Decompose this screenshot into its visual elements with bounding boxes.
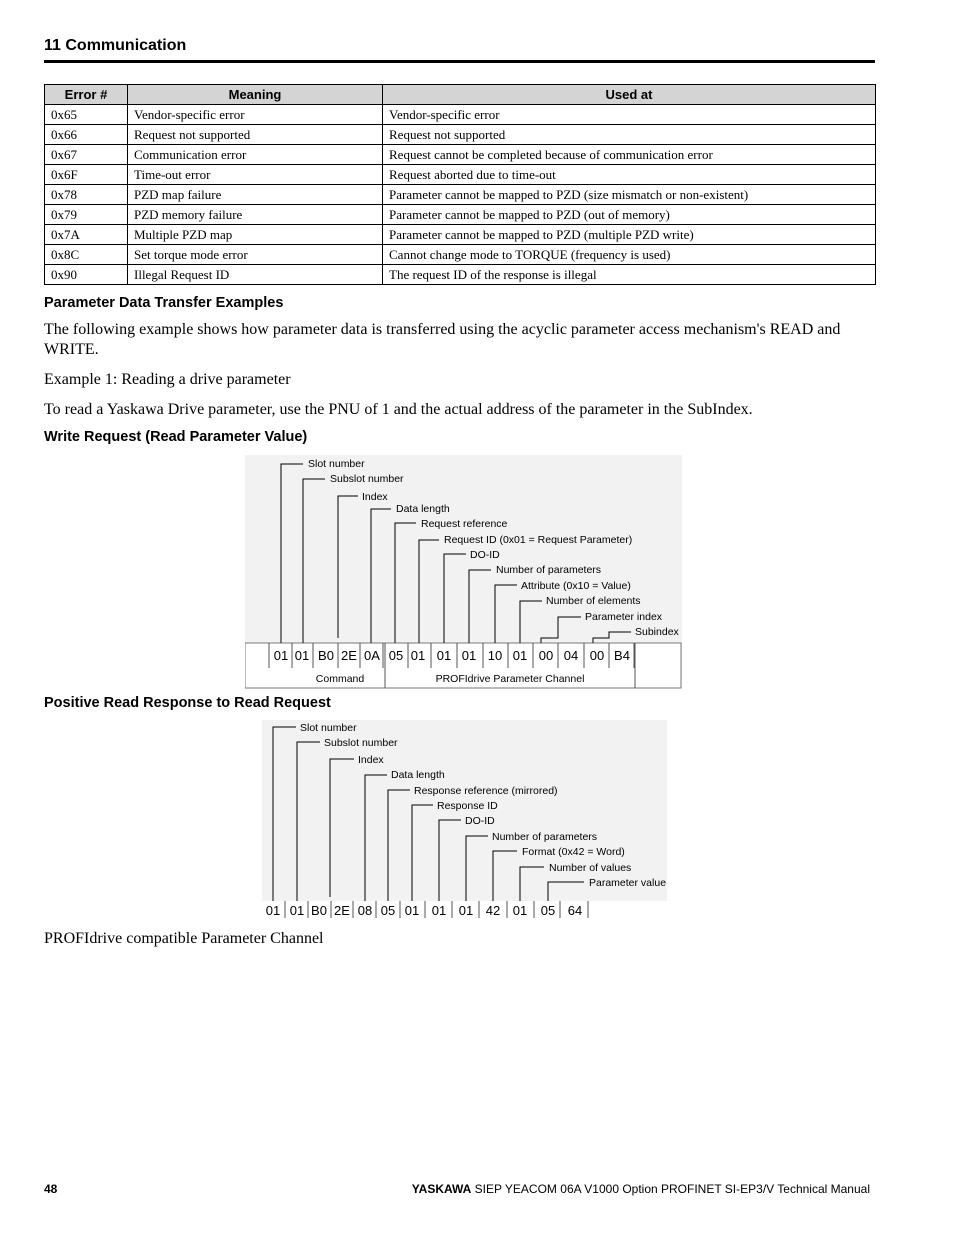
field-label-text: Number of parameters xyxy=(496,564,602,576)
byte-value: 01 xyxy=(512,903,528,918)
field-label-text: DO-ID xyxy=(470,549,500,561)
error-used-at: Request aborted due to time-out xyxy=(383,165,876,185)
byte-value: 01 xyxy=(294,648,310,663)
chapter-heading: 11 Communication xyxy=(44,37,187,54)
error-code: 0x6F xyxy=(45,165,128,185)
byte-value: 2E xyxy=(341,648,357,663)
write-request-diagram xyxy=(245,455,685,691)
table-row xyxy=(45,265,876,285)
section-heading: Parameter Data Transfer Examples xyxy=(44,295,284,311)
column-header-error: Error # xyxy=(45,85,128,105)
instruction-paragraph: To read a Yaskawa Drive parameter, use the PNU of 1 and the actual address of the parameter in the SubIndex. xyxy=(44,401,753,418)
error-meaning: Request not supported xyxy=(128,125,383,145)
byte-value: 05 xyxy=(380,903,396,918)
byte-value: B0 xyxy=(311,903,327,918)
error-meaning: Multiple PZD map xyxy=(128,225,383,245)
diagram-caption: PROFIdrive compatible Parameter Channel xyxy=(44,930,324,947)
field-label-text: Index xyxy=(362,491,388,503)
field-label-text: Request ID (0x01 = Request Parameter) xyxy=(444,534,633,546)
table-row xyxy=(45,125,876,145)
group-label-command: Command xyxy=(315,673,365,685)
field-label-text: Parameter index xyxy=(585,611,663,623)
error-meaning: Set torque mode error xyxy=(128,245,383,265)
field-label-text: Number of values xyxy=(549,862,632,874)
error-meaning: Communication error xyxy=(128,145,383,165)
error-code: 0x65 xyxy=(45,105,128,125)
byte-value: 00 xyxy=(538,648,554,663)
example-title: Example 1: Reading a drive parameter xyxy=(44,371,291,388)
field-label-text: Number of parameters xyxy=(492,831,598,843)
table-row xyxy=(45,145,876,165)
error-used-at: Cannot change mode to TORQUE (frequency is used) xyxy=(383,245,876,265)
byte-value: 01 xyxy=(458,903,474,918)
error-meaning: Vendor-specific error xyxy=(128,105,383,125)
byte-value: 42 xyxy=(485,903,501,918)
byte-value: 2E xyxy=(334,903,350,918)
footer-manual-title: SIEP YEACOM 06A V1000 Option PROFINET SI-EP3/V Technical Manual xyxy=(471,1182,870,1196)
error-code: 0x67 xyxy=(45,145,128,165)
byte-value: B4 xyxy=(614,648,630,663)
field-label-text: Parameter value xyxy=(589,877,667,889)
field-label-text: Response reference (mirrored) xyxy=(414,785,558,797)
error-code: 0x66 xyxy=(45,125,128,145)
field-label-text: Slot number xyxy=(300,722,357,734)
error-meaning: Time-out error xyxy=(128,165,383,185)
byte-value: 01 xyxy=(436,648,452,663)
error-table-body xyxy=(45,105,876,285)
field-label-text: Subslot number xyxy=(324,737,398,749)
field-label-text: Data length xyxy=(396,503,450,515)
byte-value: 05 xyxy=(540,903,556,918)
byte-value: 01 xyxy=(431,903,447,918)
page-number: 48 xyxy=(44,1182,58,1196)
field-label-text: Request reference xyxy=(421,518,508,530)
error-code: 0x78 xyxy=(45,185,128,205)
table-row xyxy=(45,225,876,245)
footer-brand: YASKAWA xyxy=(411,1182,472,1196)
field-label-text: Subslot number xyxy=(330,473,404,485)
field-label-text: Response ID xyxy=(437,800,498,812)
byte-value: 01 xyxy=(273,648,289,663)
error-code: 0x90 xyxy=(45,265,128,285)
field-label-text: Data length xyxy=(391,769,445,781)
byte-value: 01 xyxy=(512,648,528,663)
field-label-text: Index xyxy=(358,754,384,766)
error-meaning: Illegal Request ID xyxy=(128,265,383,285)
table-row xyxy=(45,165,876,185)
error-used-at: Parameter cannot be mapped to PZD (out of memory) xyxy=(383,205,876,225)
byte-value: B0 xyxy=(318,648,334,663)
byte-value: 01 xyxy=(289,903,305,918)
error-used-at: Request cannot be completed because of communication error xyxy=(383,145,876,165)
byte-value: 01 xyxy=(404,903,420,918)
footer-title xyxy=(412,1182,870,1196)
table-row xyxy=(45,185,876,205)
field-label-text: Attribute (0x10 = Value) xyxy=(521,580,631,592)
column-header-used-at: Used at xyxy=(383,85,876,105)
table-row xyxy=(45,105,876,125)
error-meaning: PZD map failure xyxy=(128,185,383,205)
field-label-text: Slot number xyxy=(308,458,365,470)
table-header-row xyxy=(45,85,876,105)
table-row xyxy=(45,245,876,265)
byte-value: 01 xyxy=(410,648,426,663)
byte-value: 10 xyxy=(487,648,503,663)
byte-value: 64 xyxy=(567,903,583,918)
error-used-at: Parameter cannot be mapped to PZD (multiple PZD write) xyxy=(383,225,876,245)
byte-value: 04 xyxy=(563,648,579,663)
error-code: 0x7A xyxy=(45,225,128,245)
error-used-at: Request not supported xyxy=(383,125,876,145)
error-used-at: Parameter cannot be mapped to PZD (size mismatch or non-existent) xyxy=(383,185,876,205)
field-label-text: Subindex xyxy=(635,626,679,638)
byte-value: 05 xyxy=(388,648,404,663)
chapter-rule xyxy=(44,60,875,63)
intro-paragraph: The following example shows how parameter data is transferred using the acyclic parameter access mechanism's READ and WRITE. xyxy=(44,321,841,358)
error-meaning: PZD memory failure xyxy=(128,205,383,225)
byte-value: 08 xyxy=(357,903,373,918)
field-label-text: Number of elements xyxy=(546,595,641,607)
byte-value: 01 xyxy=(461,648,477,663)
write-request-heading: Write Request (Read Parameter Value) xyxy=(44,429,308,445)
table-row xyxy=(45,205,876,225)
field-label-text: Format (0x42 = Word) xyxy=(522,846,625,858)
byte-value: 00 xyxy=(589,648,605,663)
field-label-text: DO-ID xyxy=(465,815,495,827)
read-response-heading: Positive Read Response to Read Request xyxy=(44,695,331,711)
byte-value: 01 xyxy=(265,903,281,918)
group-label-channel: PROFIdrive Parameter Channel xyxy=(435,673,585,685)
read-response-diagram xyxy=(262,720,672,920)
byte-value: 0A xyxy=(364,648,380,663)
error-code: 0x8C xyxy=(45,245,128,265)
error-code-table xyxy=(44,84,876,285)
column-header-meaning: Meaning xyxy=(128,85,383,105)
error-used-at: Vendor-specific error xyxy=(383,105,876,125)
error-code: 0x79 xyxy=(45,205,128,225)
error-used-at: The request ID of the response is illegal xyxy=(383,265,876,285)
